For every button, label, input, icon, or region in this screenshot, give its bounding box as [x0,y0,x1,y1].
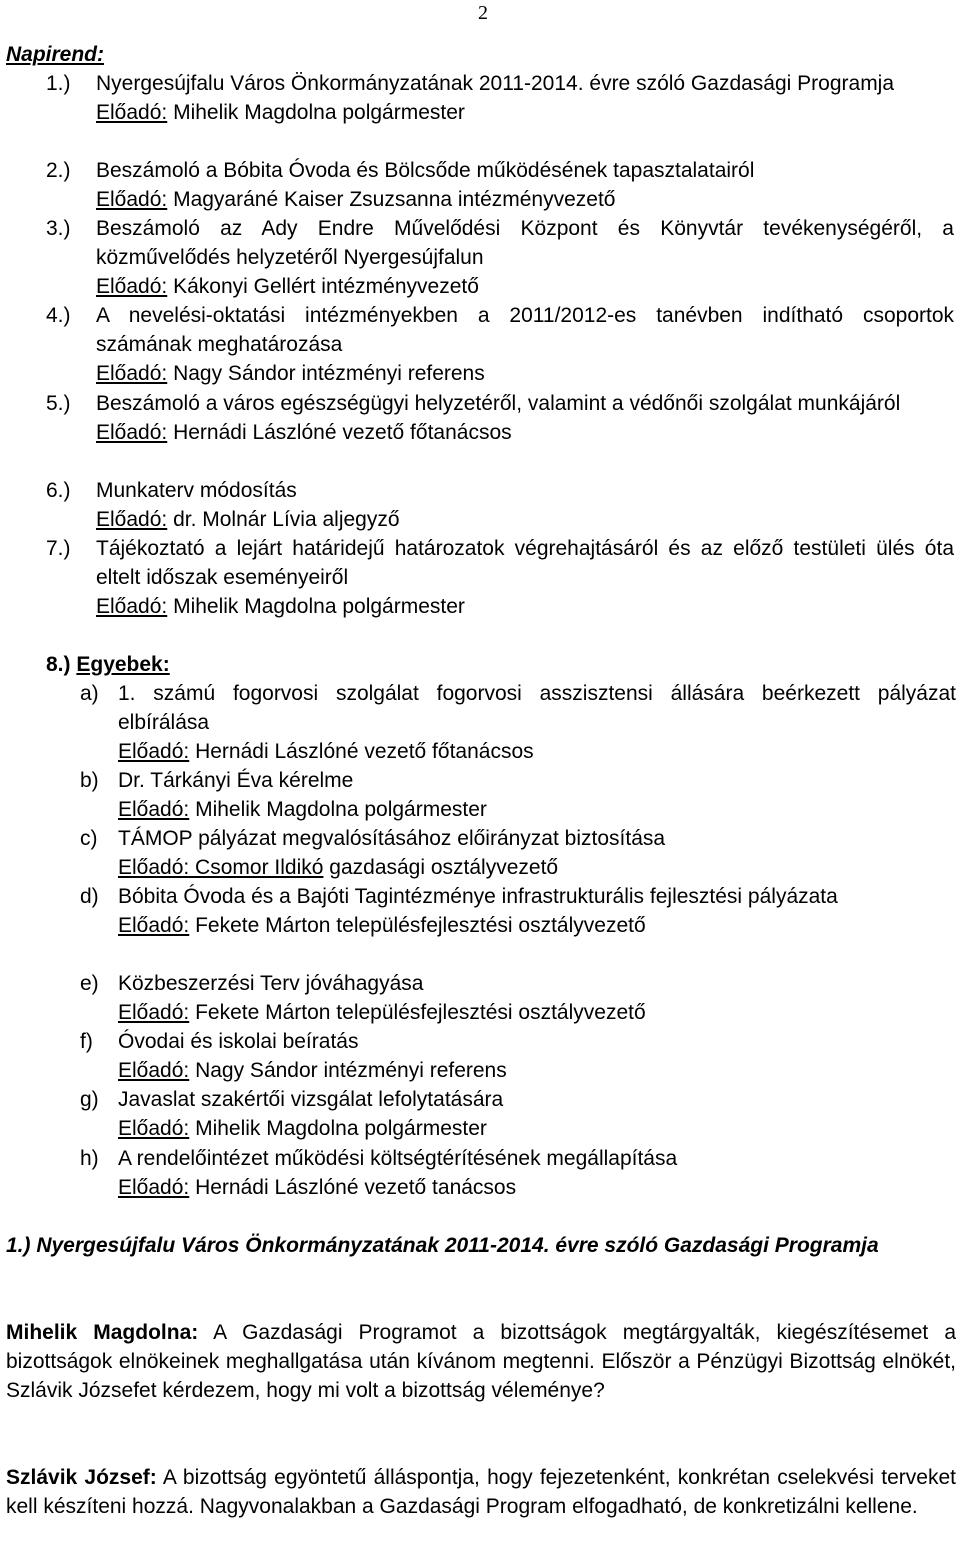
agenda-heading: Napirend: [6,43,105,66]
other-items-label: Egyebek: [76,653,170,676]
presenter-label: Előadó: [96,101,168,124]
presenter-label: Előadó: [118,914,190,937]
sub-item [80,882,956,940]
agenda-item [46,301,954,388]
presenter-name: Mihelik Magdolna polgármester [195,798,487,821]
other-items-heading [46,650,170,679]
sub-item-letter: d) [80,885,99,908]
presenter-label: Előadó: [118,1001,190,1024]
presenter-label: Előadó: [118,740,190,763]
speaker-name: Mihelik Magdolna: [6,1321,199,1344]
presenter-name: dr. Molnár Lívia aljegyző [173,508,400,531]
presenter-name: Hernádi Lászlóné vezető főtanácsos [195,740,534,763]
page-number: 2 [478,2,488,24]
presenter-label: Előadó: [118,1117,190,1140]
sub-item-title: Dr. Tárkányi Éva kérelme [118,769,354,792]
speech-paragraph [6,1318,956,1405]
item-number: 5.) [46,392,71,415]
sub-item [80,766,956,824]
presenter-name: Magyaráné Kaiser Zsuzsanna intézményvezető [173,188,616,211]
agenda-item [46,214,954,301]
section-title: 1.) Nyergesújfalu Város Önkormányzatának 2011-2014. évre szóló Gazdasági Programja [6,1234,879,1257]
presenter-name: Hernádi Lászlóné vezető tanácsos [195,1176,517,1199]
sub-item [80,969,956,1027]
sub-item-letter: f) [80,1030,93,1053]
item-number: 3.) [46,217,71,240]
item-number: 7.) [46,537,71,560]
presenter-name: Nagy Sándor intézményi referens [195,1059,507,1082]
presenter-name: Hernádi Lászlóné vezető főtanácsos [173,421,512,444]
agenda-item [46,476,954,534]
agenda-item [46,389,954,447]
presenter-name: Nagy Sándor intézményi referens [173,362,485,385]
agenda-item [46,69,954,127]
sub-item-title: Bóbita Óvoda és a Bajóti Tagintézménye infrastrukturális fejlesztési pályázata [118,885,838,908]
presenter-name: Mihelik Magdolna polgármester [173,595,465,618]
presenter-label: Előadó: [96,362,168,385]
agenda-item [46,534,954,621]
sub-item-letter: c) [80,827,98,850]
presenter-name: Kákonyi Gellért intézményvezető [173,275,479,298]
item-title: Nyergesújfalu Város Önkormányzatának 2011-2014. évre szóló Gazdasági Programja [96,72,895,95]
sub-item-title: 1. számú fogorvosi szolgálat fogorvosi asszisztensi állására beérkezett pályázat elbírálása [118,682,956,734]
speech-paragraph [6,1463,956,1521]
speaker-name: Szlávik József: [6,1466,157,1489]
sub-item-letter: g) [80,1088,99,1111]
presenter-label: Előadó: [118,1059,190,1082]
agenda-item [46,156,954,214]
sub-item [80,1085,956,1143]
presenter-label: Előadó: [118,1176,190,1199]
sub-item-letter: a) [80,682,99,705]
item-number: 8.) [46,653,71,676]
sub-item-letter: h) [80,1147,99,1170]
presenter-label: Előadó: [96,275,168,298]
item-title: Tájékoztató a lejárt határidejű határozatok végrehajtásáról és az előző testületi ülés óta eltelt időszak eseményeiről [96,537,954,589]
sub-item-title: Óvodai és iskolai beíratás [118,1030,359,1053]
sub-item-letter: e) [80,972,99,995]
sub-item [80,824,956,882]
sub-item-title: A rendelőintézet működési költségtérítésének megállapítása [118,1147,678,1170]
sub-item-title: Javaslat szakértői vizsgálat lefolytatására [118,1088,504,1111]
sub-item-title: Közbeszerzési Terv jóváhagyása [118,972,424,995]
sub-item [80,679,956,766]
sub-item [80,1027,956,1085]
presenter-name: Mihelik Magdolna polgármester [195,1117,487,1140]
speech-text: A bizottság egyöntetű álláspontja, hogy fejezetenként, konkrétan cselekvési terveket kell készíteni hozzá. Nagyvonalakban a Gazdasági Program elfogadható, de konkretizálni kellene. [6,1466,956,1518]
sub-item-title: TÁMOP pályázat megvalósításához előirányzat biztosítása [118,827,666,850]
item-title: Beszámoló a város egészségügyi helyzetéről, valamint a védőnői szolgálat munkájáról [96,392,901,415]
presenter-name: Mihelik Magdolna polgármester [173,101,465,124]
presenter-label: Előadó: [96,595,168,618]
item-number: 4.) [46,304,71,327]
presenter-label: Előadó: Csomor Ildikó [118,856,324,879]
presenter-name: Fekete Márton településfejlesztési osztályvezető [195,1001,646,1024]
item-number: 1.) [46,72,71,95]
presenter-name: Fekete Márton településfejlesztési osztályvezető [195,914,646,937]
sub-item [80,1144,956,1202]
presenter-label: Előadó: [96,421,168,444]
presenter-name: gazdasági osztályvezető [329,856,559,879]
speech-text: A Gazdasági Programot a bizottságok megtárgyalták, kiegészítésemet a bizottságok elnökeinek meghallgatása után kívánom megtenni. Először a Pénzügyi Bizottság elnökét, Szlávik Józsefet kérdezem, hogy mi volt a bizottság véleménye? [6,1321,956,1402]
presenter-label: Előadó: [96,508,168,531]
sub-item-letter: b) [80,769,99,792]
item-title: Munkaterv módosítás [96,479,297,502]
item-number: 2.) [46,159,71,182]
item-title: A nevelési-oktatási intézményekben a 2011/2012-es tanévben indítható csoportok számának meghatározása [96,304,954,356]
presenter-label: Előadó: [118,798,190,821]
item-title: Beszámoló a Bóbita Óvoda és Bölcsőde működésének tapasztalatairól [96,159,755,182]
item-number: 6.) [46,479,71,502]
item-title: Beszámoló az Ady Endre Művelődési Központ és Könyvtár tevékenységéről, a közművelődés helyzetéről Nyergesújfalun [96,217,954,269]
presenter-label: Előadó: [96,188,168,211]
